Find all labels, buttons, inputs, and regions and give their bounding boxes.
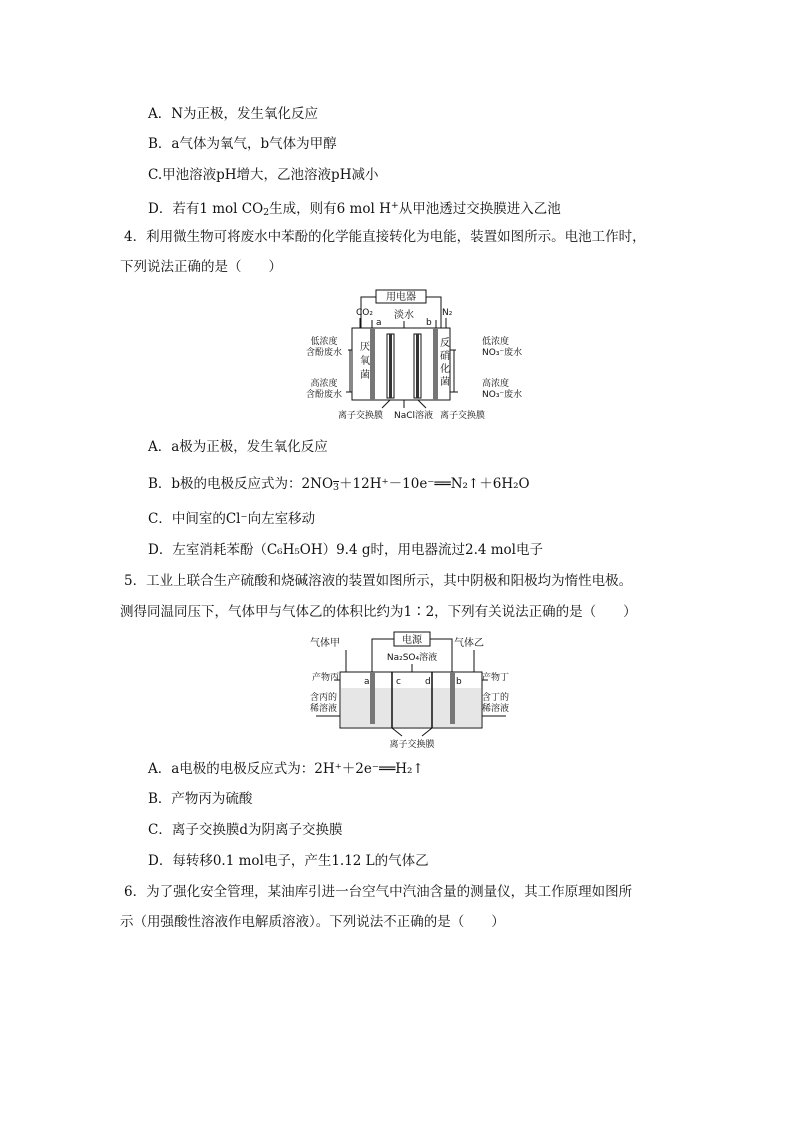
q5-stem-line1: 5．工业上联合生产硫酸和烧碱溶液的装置如图所示，其中阴极和阳极均为惰性电极。 (124, 573, 633, 589)
q4-low-phenol-label2: 含酚废水 (305, 348, 343, 358)
q5-power-label: 电源 (402, 635, 422, 646)
q3-d-part2: 生成，则有6 mol H (269, 201, 391, 217)
q4-anaerobe-char2: 氧 (360, 356, 370, 367)
q5-na2so4-label: Na₂SO₄溶液 (386, 653, 438, 663)
q4-fresh-water-label: 淡水 (394, 310, 414, 321)
q4-denitrify-char3: 化 (440, 364, 450, 375)
q4-high-phenol-label2: 含酚废水 (305, 390, 343, 400)
q4-stem-line2: 下列说法正确的是（ ） (120, 259, 282, 275)
q5-dilute-c-label1: 含丙的 (310, 693, 338, 703)
q3-d-sup: + (390, 200, 399, 211)
q3-d-part1: D．若有1 mol CO (148, 201, 264, 217)
q5-dilute-d-label2: 稀溶液 (482, 704, 510, 714)
q5-gas-b-label: 气体乙 (454, 638, 484, 649)
q5-option-c: C．离子交换膜d为阴离子交换膜 (148, 822, 343, 838)
q4-low-no3-label2: NO₃⁻废水 (482, 348, 523, 358)
q4-b-label: b (426, 318, 432, 328)
q5-gas-a-label: 气体甲 (310, 638, 340, 649)
q4-option-b (148, 475, 530, 497)
q4-anaerobe-char1: 厌 (360, 342, 370, 353)
q5-membrane-label: 离子交换膜 (389, 740, 435, 750)
q4-membrane-right-label: 离子交换膜 (440, 411, 486, 421)
q5-electrolysis-diagram (306, 630, 516, 752)
q3-option-d (148, 197, 561, 222)
q3-d-sub: 2 (263, 207, 270, 218)
q4-high-phenol-label1: 高浓度 (310, 379, 338, 389)
q4-low-phenol-label1: 低浓度 (310, 337, 338, 347)
q4-high-no3-label1: 高浓度 (482, 379, 510, 389)
q6-stem-line1: 6．为了强化安全管理，某油库引进一台空气中汽油含量的测量仪，其工作原理如图所 (124, 884, 633, 900)
q4-low-no3-label1: 低浓度 (482, 337, 510, 347)
q4-b-part2: ＋12H⁺－10e⁻══N₂↑＋6H₂O (339, 476, 530, 492)
q5-d-label: d (425, 677, 431, 687)
q4-microbial-cell-diagram (290, 288, 530, 424)
q4-option-d: D．左室消耗苯酚（C₆H₅OH）9.4 g时，用电器流过2.4 mol电子 (148, 542, 543, 558)
q5-option-d: D．每转移0.1 mol电子，产生1.12 L的气体乙 (148, 853, 429, 869)
q5-product-d-label: 产物丁 (482, 673, 510, 683)
q4-nacl-label: NaCl溶液 (394, 411, 434, 421)
q5-electrode-b (450, 672, 455, 724)
q3-option-b: B．a气体为氧气，b气体为甲醇 (148, 136, 337, 152)
q4-anaerobe-char3: 菌 (360, 370, 370, 381)
q4-a-label: a (376, 318, 382, 328)
q4-denitrify-char2: 硝 (440, 351, 450, 362)
q4-electrode-b (433, 328, 438, 400)
q4-device-label: 用电器 (386, 292, 416, 303)
q4-option-c: C．中间室的Cl⁻向左室移动 (148, 511, 316, 527)
q4-option-a: A．a极为正极，发生氧化反应 (148, 439, 328, 455)
q5-electrode-a (370, 672, 375, 724)
q4-n2-label: N₂ (442, 308, 453, 318)
q5-product-c-label: 产物丙 (312, 673, 340, 683)
q5-dilute-d-label1: 含丁的 (482, 693, 510, 703)
q5-option-a: A．a电极的电极反应式为：2H⁺＋2e⁻══H₂↑ (148, 761, 424, 777)
q5-b-label: b (456, 677, 462, 687)
q4-stem-line1: 4．利用微生物可将废水中苯酚的化学能直接转化为电能，装置如图所示。电池工作时， (124, 229, 646, 245)
q5-c-label: c (396, 677, 401, 687)
q3-option-c: C.甲池溶液pH增大，乙池溶液pH减小 (148, 167, 379, 183)
q4-electrode-a (370, 328, 375, 400)
q6-stem-line2: 示（用强酸性溶液作电解质溶液）。下列说法不正确的是（ ） (120, 914, 505, 930)
q5-a-label: a (364, 677, 370, 687)
q4-b-sub: 3 (333, 482, 340, 493)
q3-option-a: A．N为正极，发生氧化反应 (148, 106, 319, 122)
q4-co2-label: CO₂ (356, 308, 373, 318)
q5-option-b: B．产物丙为硫酸 (148, 791, 253, 807)
q3-d-part3: 从甲池透过交换膜进入乙池 (398, 201, 561, 217)
q4-b-part1: B．b极的电极反应式为：2NO (148, 476, 334, 492)
q5-dilute-c-label2: 稀溶液 (310, 704, 338, 714)
q4-high-no3-label2: NO₃⁻废水 (482, 390, 523, 400)
q4-denitrify-char1: 反 (440, 338, 450, 349)
q5-stem-line2: 测得同温同压下，气体甲与气体乙的体积比约为1∶2，下列有关说法正确的是（ ） (120, 604, 637, 620)
q4-denitrify-char4: 菌 (440, 377, 450, 388)
q4-membrane-left-label: 离子交换膜 (338, 411, 384, 421)
